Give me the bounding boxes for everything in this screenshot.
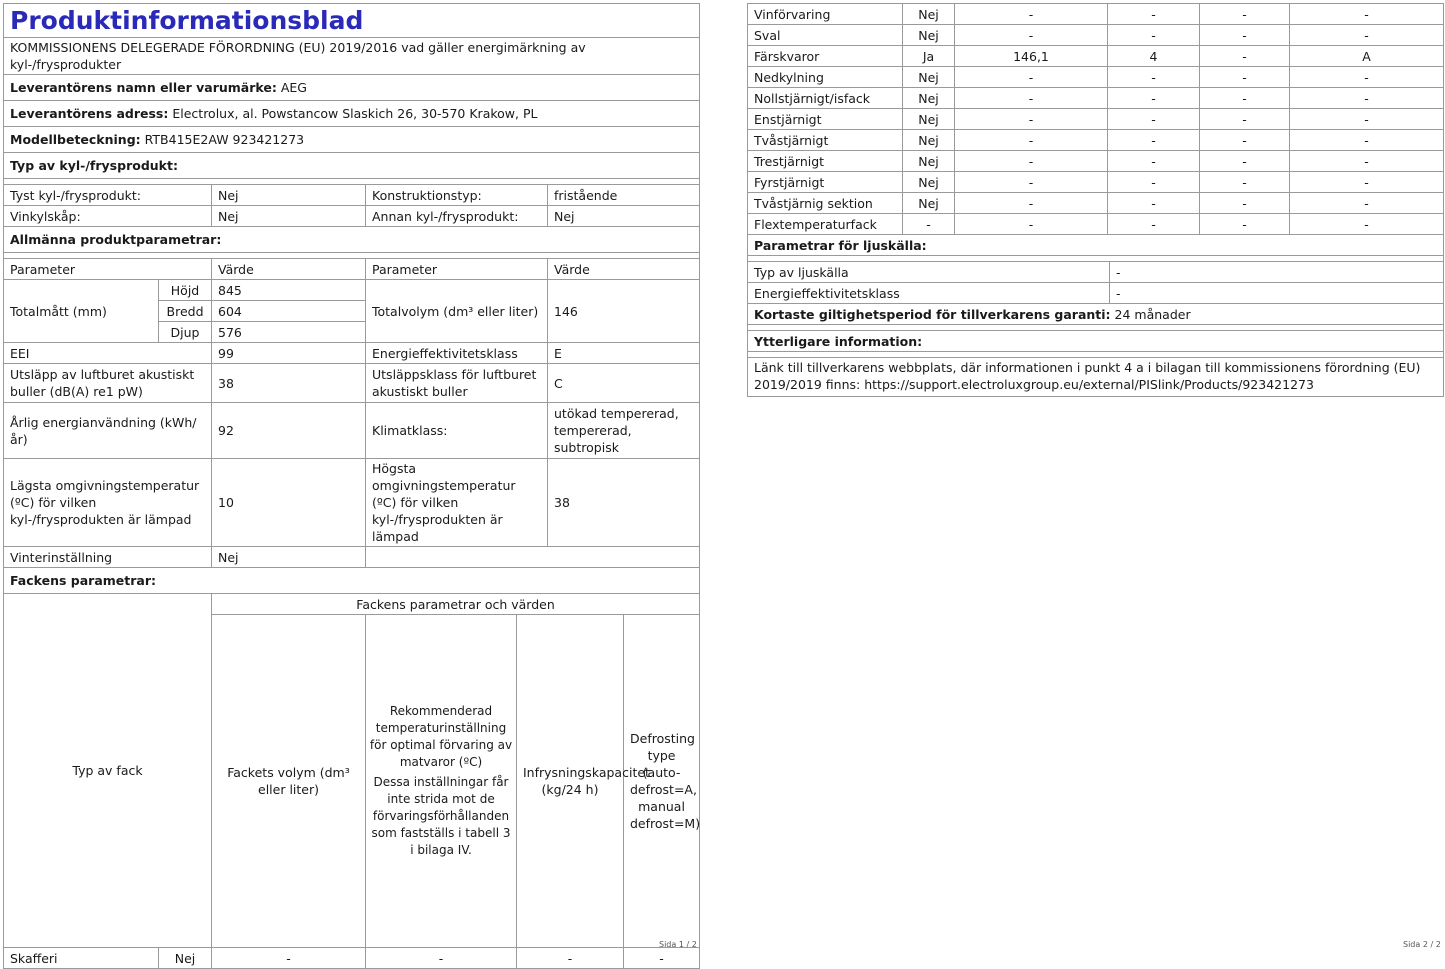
model-label: Modellbeteckning:	[10, 132, 141, 147]
document-title: Produktinformationsblad	[4, 4, 700, 38]
silent-label: Tyst kyl-/frysprodukt:	[4, 185, 212, 206]
compartment-defrost: -	[1290, 151, 1444, 172]
regulation-text: KOMMISSIONENS DELEGERADE FÖRORDNING (EU) 2019/2016 vad gäller energimärkning av kyl-/frysprodukter	[4, 38, 700, 75]
compartment-row	[748, 130, 1444, 151]
compartment-name: Trestjärnigt	[748, 151, 903, 172]
compartment-name: Tvåstjärnigt	[748, 130, 903, 151]
compartments-table	[747, 3, 1444, 235]
warranty-row	[748, 304, 1444, 325]
compartment-temp: -	[1108, 109, 1200, 130]
compartment-name: Nollstjärnigt/isfack	[748, 88, 903, 109]
compartment-defrost: A	[1290, 46, 1444, 67]
other-appliance-value: Nej	[548, 206, 700, 227]
total-volume-value: 146	[548, 280, 700, 343]
compartment-heading: Fackens parametrar:	[4, 568, 700, 594]
value-header-1: Värde	[212, 259, 366, 280]
compartment-name: Flextemperaturfack	[748, 214, 903, 235]
compartment-defrost: -	[1290, 67, 1444, 88]
compartment-rows	[748, 4, 1444, 235]
compartment-temp: -	[1108, 193, 1200, 214]
compartment-freeze: -	[1200, 130, 1290, 151]
compartment-volume: -	[955, 67, 1108, 88]
compartment-name: Fyrstjärnigt	[748, 172, 903, 193]
design-label: Konstruktionstyp:	[366, 185, 548, 206]
supplier-value: AEG	[280, 80, 307, 95]
compartment-volume: -	[955, 4, 1108, 25]
compartment-temp: -	[1108, 214, 1200, 235]
compartment-temp: -	[1108, 67, 1200, 88]
noise-class-value: C	[548, 364, 700, 403]
freezing-capacity-header: Infrysningskapacitet (kg/24 h)	[517, 615, 624, 948]
compartment-present: -	[903, 214, 955, 235]
compartment-freeze: -	[1200, 25, 1290, 46]
compartment-freeze: -	[1200, 46, 1290, 67]
compartment-freeze: -	[1200, 109, 1290, 130]
compartment-name: Tvåstjärnig sektion	[748, 193, 903, 214]
annual-energy-label: Årlig energianvändning (kWh/år)	[4, 403, 212, 459]
max-temp-label: Högsta omgivningstemperatur (ºC) för vilken kyl-/frysprodukten är lämpad	[366, 459, 548, 547]
page-number-2: Sida 2 / 2	[1403, 940, 1441, 949]
compartment-name: Enstjärnigt	[748, 109, 903, 130]
height-value: 845	[212, 280, 366, 301]
compartment-volume: -	[955, 193, 1108, 214]
supplier-label: Leverantörens namn eller varumärke:	[10, 80, 277, 95]
compartment-row	[748, 214, 1444, 235]
width-value: 604	[212, 301, 366, 322]
param-header-1: Parameter	[4, 259, 212, 280]
height-label: Höjd	[159, 280, 212, 301]
design-value: fristående	[548, 185, 700, 206]
energy-class-label: Energieffektivitetsklass	[366, 343, 548, 364]
compartment-freeze: -	[1200, 67, 1290, 88]
compartment-temp: -	[1108, 130, 1200, 151]
compartment-name: Vinförvaring	[748, 4, 903, 25]
compartment-present: Nej	[903, 151, 955, 172]
light-type-label: Typ av ljuskälla	[748, 262, 1110, 283]
page-2	[747, 3, 1443, 397]
compartment-defrost: -	[1290, 109, 1444, 130]
eei-label: EEI	[4, 343, 212, 364]
compartment-present: Nej	[903, 109, 955, 130]
depth-label: Djup	[159, 322, 212, 343]
compartment-row	[748, 25, 1444, 46]
other-appliance-label: Annan kyl-/frysprodukt:	[366, 206, 548, 227]
defrost-type-header: Defrosting type (auto-defrost=A, manual defrost=M)	[624, 615, 700, 948]
temp-header-note: Dessa inställningar får inte strida mot de förvaringsförhållanden som fastställs i tabell 3 i bilaga IV.	[371, 775, 511, 857]
winter-label: Vinterinställning	[4, 547, 212, 568]
compartment-temp: -	[1108, 172, 1200, 193]
light-source-table	[747, 234, 1444, 397]
light-class-value: -	[1110, 283, 1444, 304]
supplier-row	[4, 75, 700, 101]
compartment-temp: -	[1108, 151, 1200, 172]
wine-cabinet-label: Vinkylskåp:	[4, 206, 212, 227]
empty-cell	[366, 547, 700, 568]
compartment-defrost: -	[1290, 88, 1444, 109]
compartment-present: Nej	[903, 25, 955, 46]
compartment-row	[748, 4, 1444, 25]
compartment-defrost: -	[1290, 193, 1444, 214]
compartment-defrost: -	[1290, 25, 1444, 46]
page-number-1: Sida 1 / 2	[659, 940, 697, 949]
page-1	[3, 3, 699, 969]
compartment-present: Nej	[903, 193, 955, 214]
compartment-volume-header: Fackets volym (dm³ eller liter)	[212, 615, 366, 948]
pantry-defrost: -	[624, 948, 700, 969]
compartment-temp-header	[366, 615, 517, 948]
compartment-present: Nej	[903, 130, 955, 151]
wine-cabinet-value: Nej	[212, 206, 366, 227]
min-temp-value: 10	[212, 459, 366, 547]
compartment-volume: -	[955, 25, 1108, 46]
winter-value: Nej	[212, 547, 366, 568]
compartment-temp: -	[1108, 25, 1200, 46]
pantry-freeze: -	[517, 948, 624, 969]
compartment-volume: -	[955, 151, 1108, 172]
address-label: Leverantörens adress:	[10, 106, 169, 121]
compartment-freeze: -	[1200, 88, 1290, 109]
warranty-label: Kortaste giltighetsperiod för tillverkarens garanti:	[754, 306, 1111, 322]
compartment-row	[748, 193, 1444, 214]
compartment-present: Nej	[903, 4, 955, 25]
model-row	[4, 127, 700, 153]
compartment-freeze: -	[1200, 193, 1290, 214]
compartment-volume: -	[955, 88, 1108, 109]
param-header-2: Parameter	[366, 259, 548, 280]
compartment-name: Nedkylning	[748, 67, 903, 88]
climate-class-value: utökad tempererad, tempererad, subtropisk	[548, 403, 700, 459]
address-value: Electrolux, al. Powstancow Slaskich 26, 30-570 Krakow, PL	[172, 106, 538, 121]
min-temp-label: Lägsta omgivningstemperatur (ºC) för vilken kyl-/frysprodukten är lämpad	[4, 459, 212, 547]
compartment-temp: -	[1108, 4, 1200, 25]
noise-class-label: Utsläppsklass för luftburet akustiskt buller	[366, 364, 548, 403]
compartment-defrost: -	[1290, 172, 1444, 193]
value-header-2: Värde	[548, 259, 700, 280]
compartment-name: Färskvaror	[748, 46, 903, 67]
compartment-volume: -	[955, 109, 1108, 130]
compartment-volume: -	[955, 130, 1108, 151]
compartment-freeze: -	[1200, 214, 1290, 235]
more-info-heading: Ytterligare information:	[748, 331, 1444, 352]
compartment-volume: 146,1	[955, 46, 1108, 67]
compartment-freeze: -	[1200, 4, 1290, 25]
depth-value: 576	[212, 322, 366, 343]
type-heading: Typ av kyl-/frysprodukt:	[4, 153, 700, 179]
compartment-present: Nej	[903, 67, 955, 88]
pantry-name: Skafferi	[4, 948, 159, 969]
pantry-temp: -	[366, 948, 517, 969]
compartment-name: Sval	[748, 25, 903, 46]
compartment-freeze: -	[1200, 172, 1290, 193]
compartment-group-header: Fackens parametrar och värden	[212, 594, 700, 615]
compartment-row	[748, 67, 1444, 88]
compartment-present: Nej	[903, 172, 955, 193]
pantry-present: Nej	[159, 948, 212, 969]
address-row	[4, 101, 700, 127]
noise-value: 38	[212, 364, 366, 403]
compartment-defrost: -	[1290, 214, 1444, 235]
pantry-volume: -	[212, 948, 366, 969]
compartment-row	[748, 109, 1444, 130]
compartment-present: Ja	[903, 46, 955, 67]
total-volume-label: Totalvolym (dm³ eller liter)	[366, 280, 548, 343]
compartment-volume: -	[955, 214, 1108, 235]
compartment-defrost: -	[1290, 130, 1444, 151]
more-info-text-cell	[748, 358, 1444, 397]
more-info-text: Länk till tillverkarens webbplats, där informationen i punkt 4 a i bilagan till kommissionens förordning (EU) 2019/2019 finns:	[754, 360, 1421, 392]
compartment-volume: -	[955, 172, 1108, 193]
temp-header-text: Rekommenderad temperaturinställning för optimal förvaring av matvaror (ºC)	[369, 704, 513, 769]
manufacturer-link[interactable]: https://support.electroluxgroup.eu/external/PISlink/Products/923421273	[864, 377, 1314, 392]
annual-energy-value: 92	[212, 403, 366, 459]
warranty-value: 24 månader	[1114, 306, 1191, 322]
climate-class-label: Klimatklass:	[366, 403, 548, 459]
compartment-defrost: -	[1290, 4, 1444, 25]
compartment-row	[748, 46, 1444, 67]
silent-value: Nej	[212, 185, 366, 206]
light-type-value: -	[1110, 262, 1444, 283]
light-heading: Parametrar för ljuskälla:	[748, 235, 1444, 256]
compartment-row	[748, 88, 1444, 109]
dimensions-label: Totalmått (mm)	[4, 280, 159, 343]
compartment-freeze: -	[1200, 151, 1290, 172]
general-heading: Allmänna produktparametrar:	[4, 227, 700, 253]
max-temp-value: 38	[548, 459, 700, 547]
compartment-temp: 4	[1108, 46, 1200, 67]
energy-class-value: E	[548, 343, 700, 364]
eei-value: 99	[212, 343, 366, 364]
compartment-temp: -	[1108, 88, 1200, 109]
model-value: RTB415E2AW 923421273	[144, 132, 305, 147]
compartment-row	[748, 172, 1444, 193]
compartment-type-header: Typ av fack	[4, 594, 212, 948]
compartment-row	[748, 151, 1444, 172]
light-class-label: Energieffektivitetsklass	[748, 283, 1110, 304]
noise-label: Utsläpp av luftburet akustiskt buller (dB(A) re1 pW)	[4, 364, 212, 403]
compartment-present: Nej	[903, 88, 955, 109]
info-sheet-table	[3, 3, 700, 969]
width-label: Bredd	[159, 301, 212, 322]
